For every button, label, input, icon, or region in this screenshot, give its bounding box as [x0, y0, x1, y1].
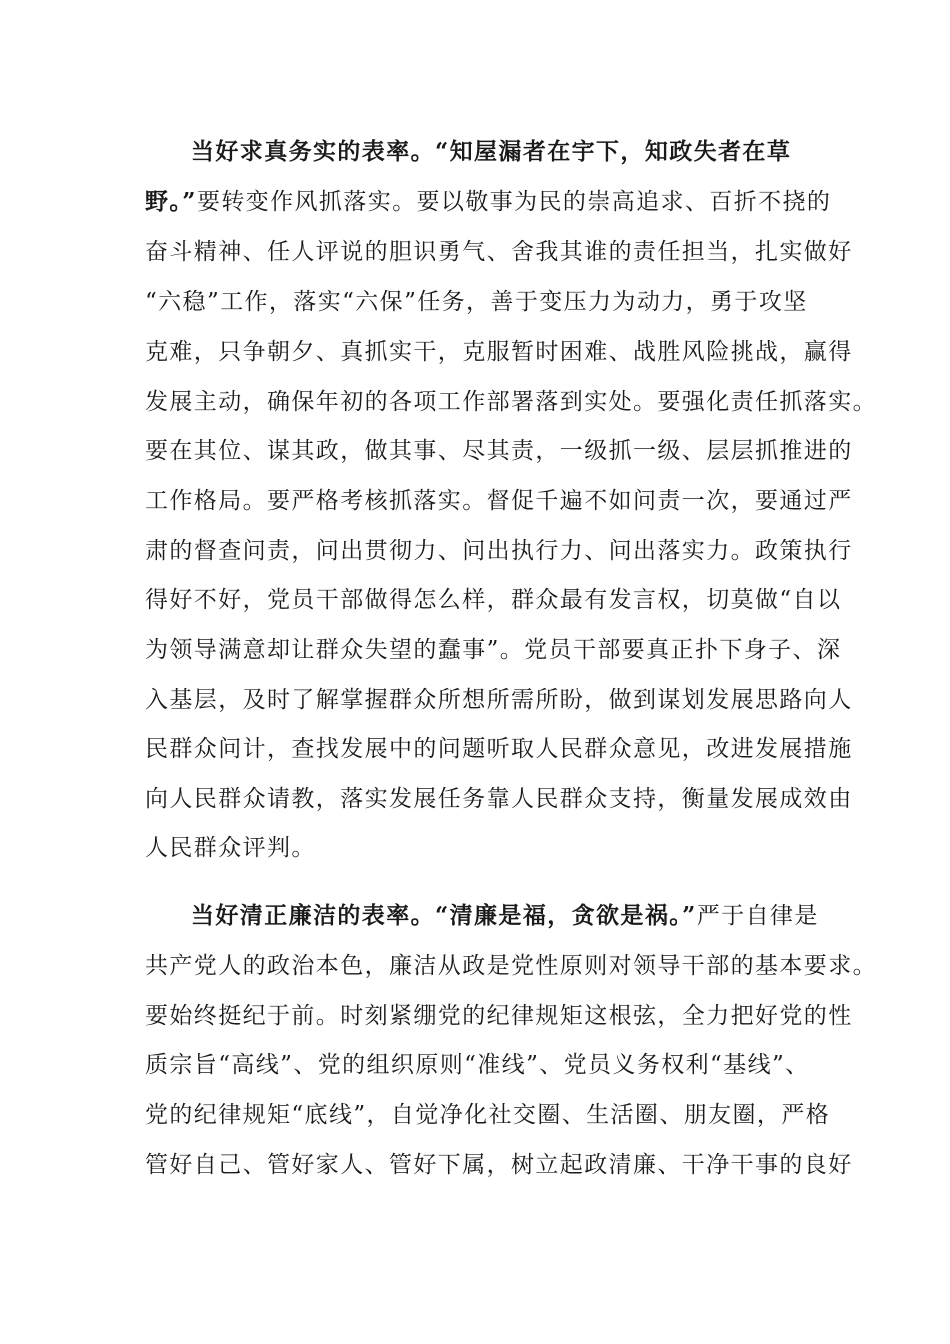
p2-line-5: 党的纪律规矩“底线”，自觉净化社交圈、生活圈、朋友圈，严格 — [145, 1102, 831, 1128]
p1-line-9: 肃的督查问责，问出贯彻力、问出执行力、问出落实力。政策执行 — [145, 538, 853, 564]
p2-line-2: 共产党人的政治本色，廉洁从政是党性原则对领导干部的基本要求。 — [145, 953, 877, 979]
p1-line-10: 得好不好，党员干部做得怎么样，群众最有发言权，切莫做“自以 — [145, 587, 842, 613]
p2-line-4: 质宗旨“高线”、党的组织原则“准线”、党员义务权利“基线”、 — [145, 1052, 810, 1078]
p1-line-3: 奋斗精神、任人评说的胆识勇气、舍我其谁的责任担当，扎实做好 — [145, 239, 853, 265]
p1-line-6: 发展主动，确保年初的各项工作部署落到实处。要强化责任抓落实。 — [145, 389, 877, 415]
p2-line-3: 要始终挺纪于前。时刻紧绷党的纪律规矩这根弦，全力把好党的性 — [145, 1003, 853, 1029]
p1-line-8: 工作格局。要严格考核抓落实。督促千遍不如问责一次，要通过严 — [145, 488, 853, 514]
p1-line-7: 要在其位、谋其政，做其事、尽其责，一级抓一级、层层抓推进的 — [145, 438, 853, 464]
p2-line-1 — [191, 896, 871, 936]
p1-line-4: “六稳”工作，落实“六保”任务，善于变压力为动力，勇于攻坚 — [145, 289, 808, 315]
p1-line-11: 为领导满意却让群众失望的蠢事”。党员干部要真正扑下身子、深 — [145, 637, 842, 663]
p1-line-15: 人民群众评判。 — [145, 835, 316, 861]
p1-line-12: 入基层，及时了解掌握群众所想所需所盼，做到谋划发展思路向人 — [145, 687, 853, 713]
p2-line-6: 管好自己、管好家人、管好下属，树立起政清廉、干净干事的良好 — [145, 1152, 853, 1178]
p1-line-2-bold: 野。” — [145, 188, 197, 215]
p1-line-2 — [145, 182, 832, 222]
p1-line-13: 民群众问计，查找发展中的问题听取人民群众意见，改进发展措施 — [145, 736, 853, 762]
p1-line-5: 克难，只争朝夕、真抓实干，克服暂时困难、战胜风险挑战，赢得 — [145, 339, 853, 365]
p1-line-14: 向人民群众请教，落实发展任务靠人民群众支持，衡量发展成效由 — [145, 786, 853, 812]
p1-line-2-text: 要转变作风抓落实。要以敬事为民的崇高追求、百折不挠的 — [196, 189, 832, 215]
p2-line-1-text: 严于自律是 — [696, 903, 819, 929]
p1-line-1: 当好求真务实的表率。“知屋漏者在宇下，知政失者在草 — [191, 138, 792, 165]
p2-line-1-bold: 当好清正廉洁的表率。“清廉是福，贪欲是祸。” — [191, 902, 697, 929]
